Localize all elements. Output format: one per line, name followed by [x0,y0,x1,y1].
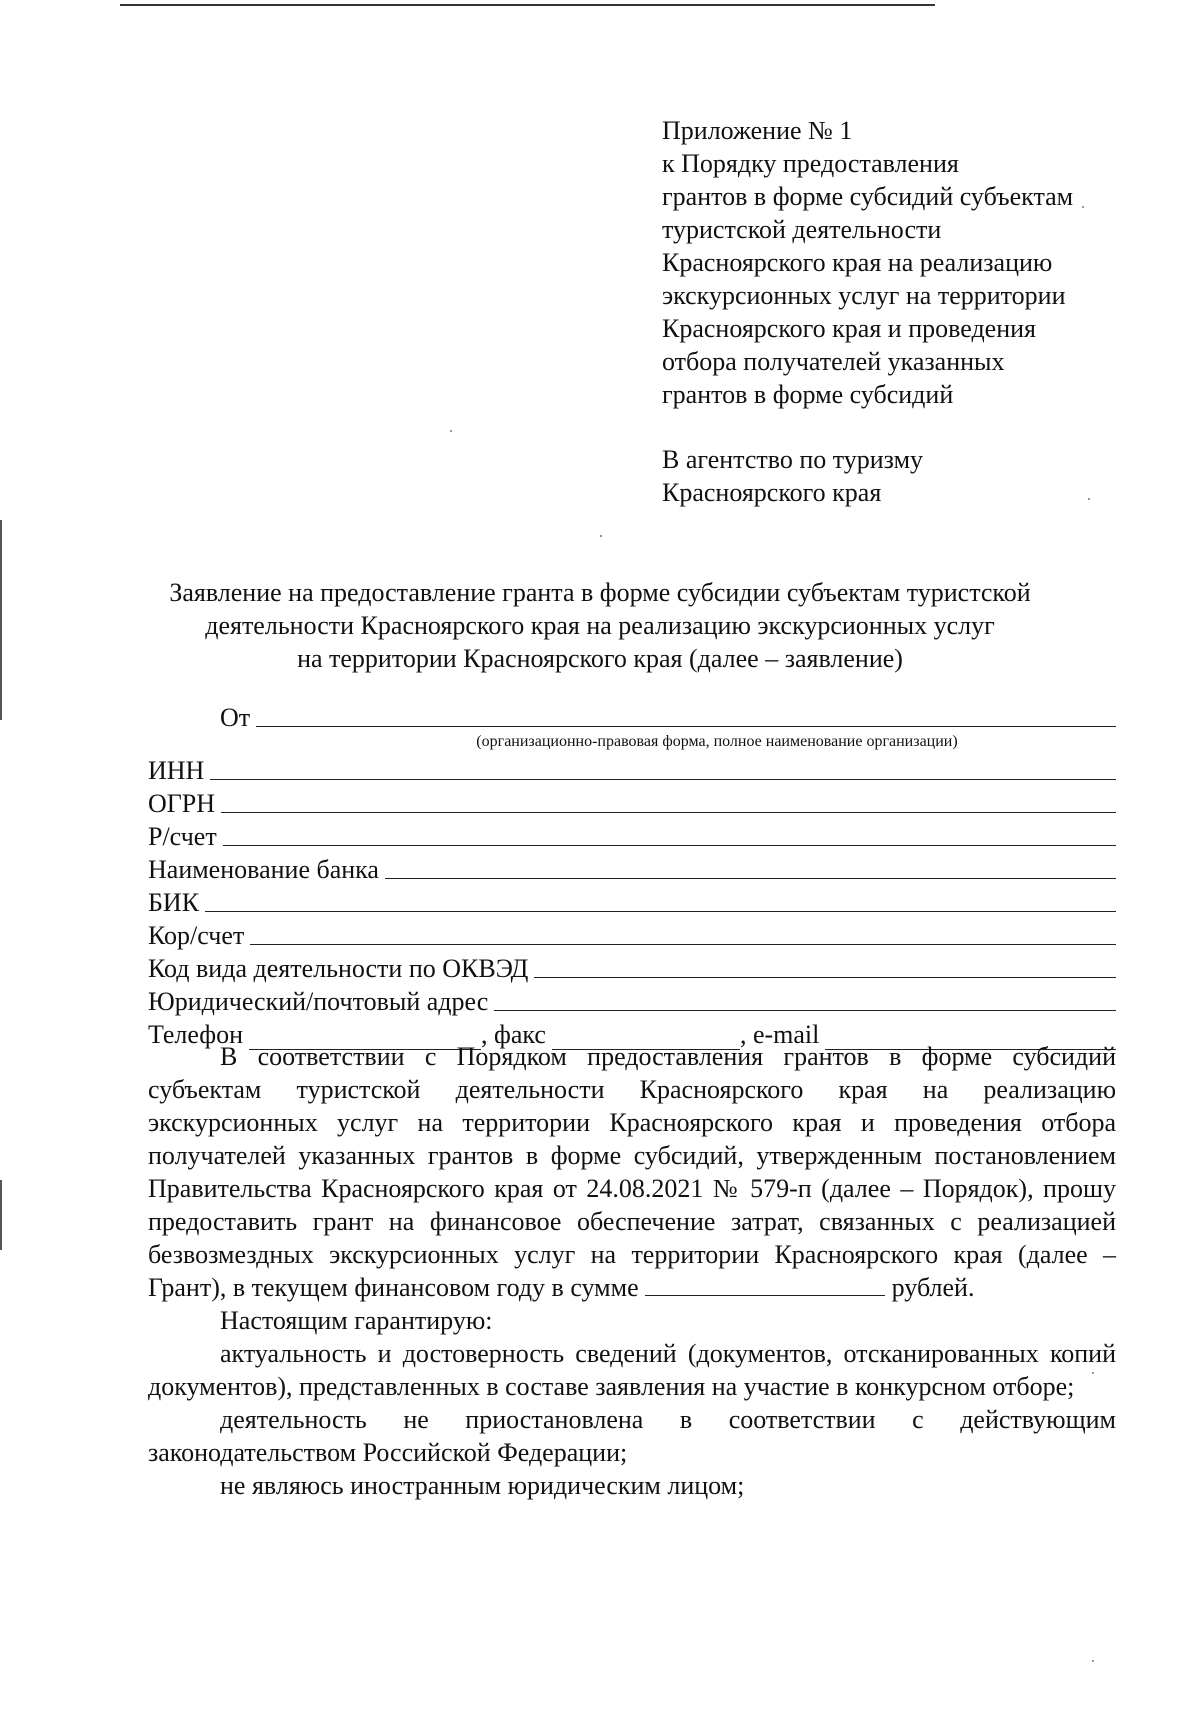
from-field[interactable] [256,726,1116,727]
account-row [148,819,1116,852]
address-row [148,984,1116,1017]
inn-field[interactable] [210,779,1116,780]
title-line: на территории Красноярского края (далее – заявление) [297,644,903,673]
ogrn-label: ОГРН [148,789,216,818]
addressee-line: В агентство по туризму [662,445,924,474]
appendix-line: к Порядку предоставления [662,149,959,178]
inn-label: ИНН [148,756,205,785]
sum-suffix: рублей. [891,1273,975,1302]
okved-field[interactable] [534,977,1116,978]
scan-speck [450,430,452,432]
guarantee-item: деятельность не приостановлена в соответствии с действующим законодательством Российской Федерации; [148,1405,1116,1467]
statement-text: В соответствии с Порядком предоставления грантов в форме субсидий субъектам туристской деятельности Красноярского края на реализацию экскурсионных услуг на территории Красноярского края и проведения отбора получателей указанных грантов в форме субсидий, утвержденным постановлением Правительства Красноярского края от 24.08.2021 № 579-п (далее – Порядок), прошу предоставить грант на финансовое обеспечение затрат, связанных с реализацией безвозмездных экскурсионных услуг на территории Красноярского края (далее – Грант), в текущем финансовом году [148,1042,1116,1302]
statement-paragraph [148,1040,1116,1304]
statement-body [148,1040,1116,1502]
scan-speck [1088,498,1090,500]
appendix-line: Красноярского края на реализацию [662,248,1053,277]
document-title [100,576,1100,675]
title-line: деятельности Красноярского края на реализацию экскурсионных услуг [205,611,995,640]
appendix-line: грантов в форме субсидий [662,380,954,409]
appendix-line: Приложение № 1 [662,116,853,145]
corr-account-row [148,918,1116,951]
guarantee-intro: Настоящим гарантирую: [220,1306,493,1335]
appendix-line: отбора получателей указанных [662,347,1005,376]
account-label: Р/счет [148,822,217,851]
scan-speck [1092,1660,1094,1662]
address-label: Юридический/почтовый адрес [148,987,489,1016]
addressee-block [662,443,923,509]
phone-label: Телефон [148,1020,244,1049]
appendix-line: Красноярского края и проведения [662,314,1037,343]
ogrn-row [148,786,1116,819]
bik-row [148,885,1116,918]
from-label: От [220,703,251,732]
bank-name-field[interactable] [385,878,1116,879]
sum-field[interactable] [645,1273,885,1296]
email-label: , e-mail [739,1020,820,1049]
address-field[interactable] [494,1010,1116,1011]
corr-account-label: Кор/счет [148,921,245,950]
appendix-line: экскурсионных услуг на территории [662,281,1066,310]
from-hint: (организационно-правовая форма, полное наименование организации) [476,733,958,750]
bik-field[interactable] [205,911,1116,912]
fax-label: , факс [481,1020,546,1049]
appendix-line: грантов в форме субсидий субъектам [662,182,1074,211]
applicant-form [148,700,1116,1050]
guarantee-item: актуальность и достоверность сведений (документов, отсканированных копий документов), представленных в составе заявления на участие в конкурсном отборе; [148,1339,1116,1401]
addressee-line: Красноярского края [662,478,882,507]
bik-label: БИК [148,888,200,917]
inn-row [148,753,1116,786]
sum-prefix: в сумме [551,1273,639,1302]
scan-edge-mark [0,520,2,720]
bank-name-label: Наименование банка [148,855,379,884]
okved-label: Код вида деятельности по ОКВЭД [148,954,529,983]
scan-speck [600,535,602,537]
scan-top-border [120,4,935,6]
appendix-block [662,114,1142,411]
from-row [220,700,1116,733]
corr-account-field[interactable] [250,944,1116,945]
appendix-line: туристской деятельности [662,215,942,244]
okved-row [148,951,1116,984]
bank-name-row [148,852,1116,885]
title-line: Заявление на предоставление гранта в форме субсидии субъектам туристской [169,578,1031,607]
scan-edge-mark [0,1180,2,1250]
guarantee-item: не являюсь иностранным юридическим лицом; [220,1471,745,1500]
ogrn-field[interactable] [221,812,1116,813]
account-field[interactable] [223,845,1116,846]
